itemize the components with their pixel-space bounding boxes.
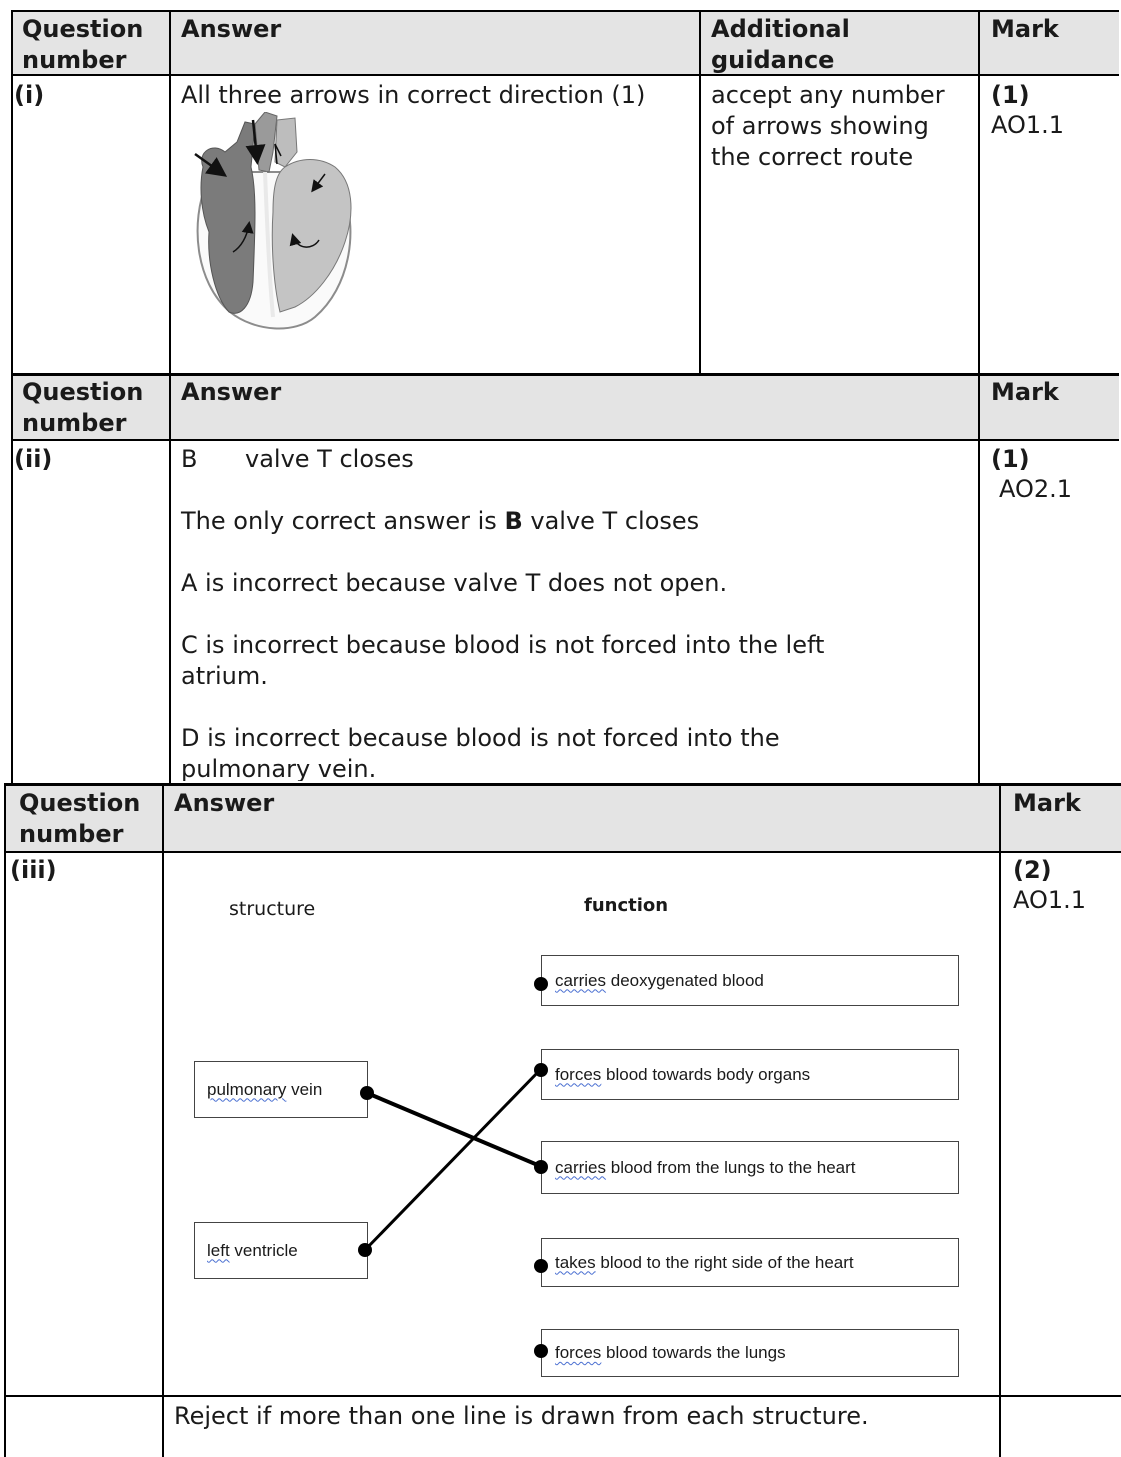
line-left-ventricle-to-function-2	[365, 1070, 540, 1250]
header-answer: Answer	[181, 15, 282, 43]
function-dot-5	[534, 1344, 548, 1358]
correct-answer-statement: The only correct answer is B valve T closes	[181, 507, 700, 535]
explanation-d: D is incorrect because blood is not forced into the pulmonary vein.	[181, 724, 780, 781]
function-heading: function	[584, 895, 669, 916]
answer-text: All three arrows in correct direction (1)	[181, 81, 646, 109]
explanation-c: C is incorrect because blood is not forced into the left atrium.	[181, 631, 825, 690]
assessment-objective: AO1.1	[1013, 886, 1087, 914]
structure-label: left ventricle	[207, 1240, 298, 1260]
function-label: forces blood towards body organs	[555, 1064, 811, 1084]
mark-value: (2)	[1013, 856, 1052, 884]
explanation-a: A is incorrect because valve T does not open.	[181, 569, 728, 597]
question-number: (ii)	[14, 445, 53, 473]
function-label: carries deoxygenated blood	[555, 970, 764, 990]
header-mark: Mark	[991, 15, 1059, 43]
mark-value: (1)	[991, 445, 1030, 473]
function-dot-1	[534, 977, 548, 991]
function-label: carries blood from the lungs to the heart	[555, 1157, 856, 1177]
reject-note: Reject if more than one line is drawn from each structure.	[174, 1402, 869, 1430]
function-label: takes blood to the right side of the heart	[555, 1252, 854, 1272]
guidance-text: accept any number of arrows showing the correct route	[711, 81, 945, 171]
mark-value: (1)	[991, 81, 1030, 109]
header-additional-guidance: Additional guidance	[711, 15, 850, 74]
assessment-objective: AO1.1	[991, 111, 1065, 139]
question-number: (iii)	[10, 856, 57, 884]
option-text: valve T closes	[245, 445, 414, 473]
option-letter: B	[181, 445, 198, 473]
header-answer: Answer	[181, 378, 282, 406]
question-number: (i)	[14, 81, 45, 109]
structure-dot-2	[358, 1243, 372, 1257]
line-pulmonary-vein-to-function-3	[367, 1093, 540, 1166]
header-mark: Mark	[1013, 789, 1081, 817]
header-mark: Mark	[991, 378, 1059, 406]
function-label: forces blood towards the lungs	[555, 1343, 786, 1362]
structure-dot-1	[360, 1086, 374, 1100]
function-dot-3	[534, 1160, 548, 1174]
function-dot-4	[534, 1259, 548, 1273]
structure-label: pulmonary vein	[207, 1079, 323, 1099]
header-question-number: Question number	[19, 789, 141, 848]
function-dot-2	[534, 1063, 548, 1077]
header-question-number: Question number	[22, 378, 144, 437]
structure-heading: structure	[229, 898, 316, 920]
assessment-objective: AO2.1	[999, 475, 1073, 503]
header-answer: Answer	[174, 789, 275, 817]
header-question-number: Question number	[22, 15, 144, 74]
